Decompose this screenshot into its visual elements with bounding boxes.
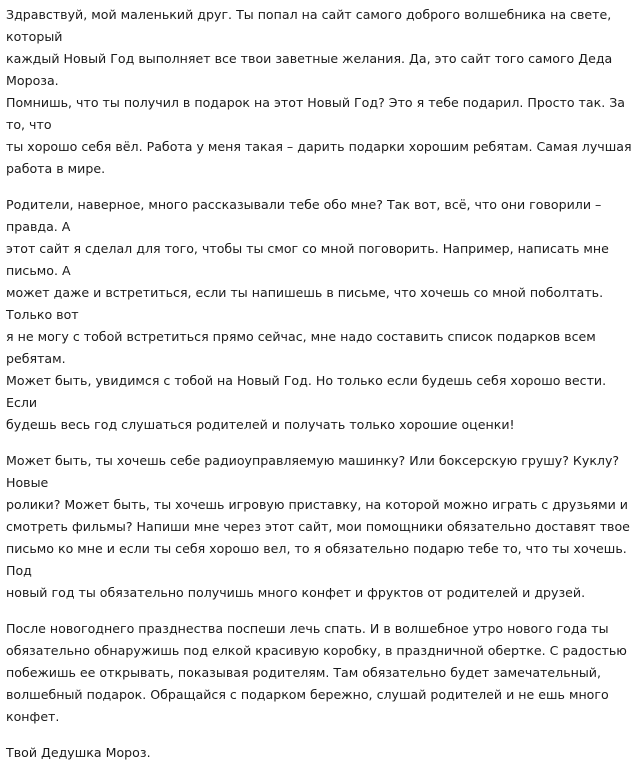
paragraph-parents: Родители, наверное, много рассказывали тебе обо мне? Так вот, всё, что они говорили – правда. А этот сайт я сделал для того, чтобы ты смог со мной поговорить. Например, написать мне письмо. А может даже и встретиться, если ты напишешь в письме, что хочешь со мной поболтать. Только вот я не могу с тобой встретиться прямо сейчас, мне надо составить список подарков всем ребятам. Может быть, увидимся с тобой на Новый Год. Но только если будешь себя хорошо вести. Если будешь весь год слушаться родителей и получать только хорошие оценки! <box>6 197 609 432</box>
paragraph-gifts: Может быть, ты хочешь себе радиоуправляемую машинку? Или боксерскую грушу? Куклу? Новые ролики? Может быть, ты хочешь игровую приставку, на которой можно играть с друзьями и смотреть фильмы? Напиши мне через этот сайт, мои помощники обязательно доставят твое письмо ко мне и если ты себя хорошо вел, то я обязательно подарю тебе то, что ты хочешь. Под новый год ты обязательно получишь много конфет и фруктов от родителей и друзей. <box>6 453 630 600</box>
signature-line: Твой Дедушка Мороз. <box>6 745 151 760</box>
paragraph-greeting: Здравствуй, мой маленький друг. Ты попал на сайт самого доброго волшебника на свете, который каждый Новый Год выполняет все твои заветные желания. Да, это сайт того самого Деда Мороза. Помнишь, что ты получил в подарок на этот Новый Год? Это я тебе подарил. Просто так. За то, что ты хорошо себя вёл. Работа у меня такая – дарить подарки хорошим ребятам. Самая лучшая работа в мире. <box>6 7 632 176</box>
letter-document <box>6 4 638 778</box>
paragraph-new-year-morning: После новогоднего празднества поспеши лечь спать. И в волшебное утро нового года ты обязательно обнаружишь под елкой красивую коробку, в праздничной обертке. С радостью побежишь ее открывать, показывая родителям. Там обязательно будет замечательный, волшебный подарок. Обращайся с подарком бережно, слушай родителей и не ешь много конфет. <box>6 621 627 724</box>
